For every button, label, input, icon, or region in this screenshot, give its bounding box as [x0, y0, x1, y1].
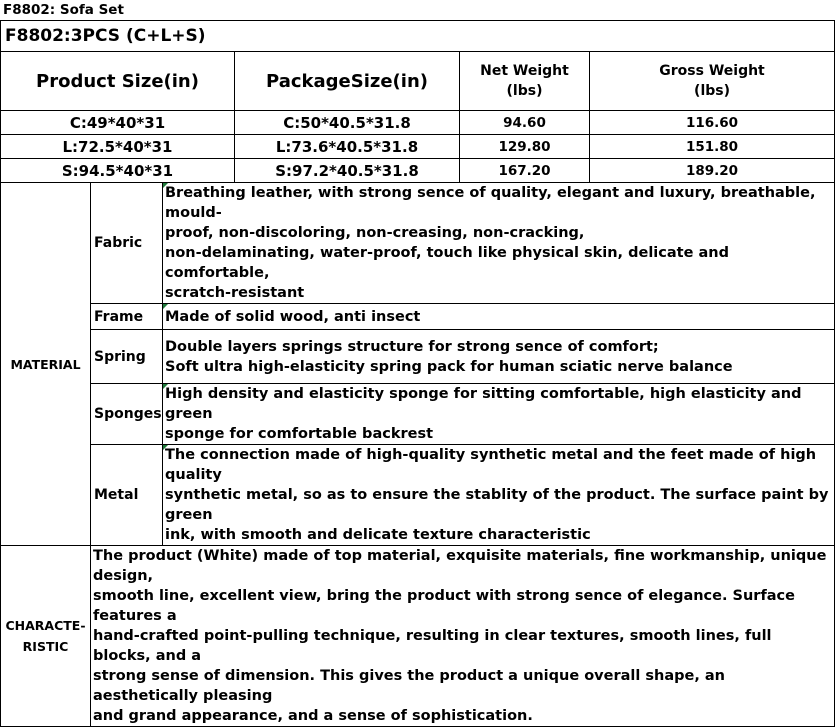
- desc-line: smooth line, excellent view, bring the product with strong sence of elegance. Surface features a: [93, 588, 795, 624]
- material-metal-desc: [163, 445, 835, 546]
- characteristic-label-line: RISTIC: [22, 639, 69, 654]
- material-frame-desc: [163, 304, 835, 330]
- material-metal-label: Metal: [91, 445, 163, 546]
- table-row: [1, 159, 835, 183]
- characteristic-desc: [91, 546, 835, 727]
- header-package-size: PackageSize(in): [235, 52, 460, 111]
- header-net-weight: [460, 52, 590, 111]
- gross-weight-cell: 151.80: [590, 135, 835, 159]
- desc-line: proof, non-discoloring, non-creasing, non-cracking,: [165, 225, 585, 241]
- desc-line: Breathing leather, with strong sence of quality, elegant and luxury, breathable, mould-: [165, 185, 816, 221]
- desc-line: Soft ultra high-elasticity spring pack for human sciatic nerve balance: [165, 358, 733, 375]
- header-net-weight-unit: (lbs): [506, 83, 543, 99]
- table-row: [1, 135, 835, 159]
- product-size-cell: L:72.5*40*31: [1, 135, 235, 159]
- desc-line: hand-crafted point-pulling technique, resulting in clear textures, smooth lines, full blocks, and a: [93, 628, 772, 664]
- material-fabric-label: Fabric: [91, 183, 163, 304]
- material-spring-label: Spring: [91, 330, 163, 384]
- material-sponges-label: Sponges: [91, 384, 163, 445]
- product-size-cell: C:49*40*31: [1, 111, 235, 135]
- cell-comment-marker: [163, 384, 168, 389]
- table-row: [1, 111, 835, 135]
- header-gross-weight-line: Gross Weight: [659, 63, 765, 79]
- material-fabric-desc: [163, 183, 835, 304]
- desc-line: and grand appearance, and a sense of sophistication.: [93, 708, 533, 724]
- desc-line: scratch-resistant: [165, 285, 305, 301]
- desc-line: The product (White) made of top material, exquisite materials, fine workmanship, unique design,: [93, 548, 827, 584]
- material-label: MATERIAL: [1, 183, 91, 546]
- material-frame-label: Frame: [91, 304, 163, 330]
- net-weight-cell: 94.60: [460, 111, 590, 135]
- characteristic-label-line: CHARACTE-: [5, 618, 86, 633]
- table-title: F8802:3PCS (C+L+S): [1, 21, 835, 52]
- package-size-cell: S:97.2*40.5*31.8: [235, 159, 460, 183]
- desc-line: The connection made of high-quality synthetic metal and the feet made of high quality: [165, 447, 817, 483]
- desc-line: non-delaminating, water-proof, touch like physical skin, delicate and comfortable,: [165, 245, 729, 281]
- desc-line: Made of solid wood, anti insect: [165, 308, 421, 325]
- spec-table: [0, 20, 835, 727]
- product-size-cell: S:94.5*40*31: [1, 159, 235, 183]
- material-spring-desc: [163, 330, 835, 384]
- material-sponges-desc: [163, 384, 835, 445]
- net-weight-cell: 129.80: [460, 135, 590, 159]
- net-weight-cell: 167.20: [460, 159, 590, 183]
- header-net-weight-line: Net Weight: [480, 63, 569, 79]
- gross-weight-cell: 116.60: [590, 111, 835, 135]
- header-gross-weight: [590, 52, 835, 111]
- cell-comment-marker: [163, 183, 168, 188]
- package-size-cell: L:73.6*40.5*31.8: [235, 135, 460, 159]
- desc-line: High density and elasticity sponge for sitting comfortable, high elasticity and green: [165, 386, 802, 422]
- characteristic-label: [1, 546, 91, 727]
- page-title: F8802: Sofa Set: [3, 2, 124, 18]
- cell-comment-marker: [163, 304, 168, 309]
- header-product-size: Product Size(in): [1, 52, 235, 111]
- desc-line: ink, with smooth and delicate texture characteristic: [165, 527, 591, 543]
- gross-weight-cell: 189.20: [590, 159, 835, 183]
- desc-line: strong sense of dimension. This gives the product a unique overall shape, an aesthetically pleasing: [93, 668, 726, 704]
- desc-line: Double layers springs structure for strong sence of comfort;: [165, 338, 659, 355]
- header-gross-weight-unit: (lbs): [694, 83, 730, 99]
- desc-line: sponge for comfortable backrest: [165, 426, 434, 442]
- package-size-cell: C:50*40.5*31.8: [235, 111, 460, 135]
- desc-line: synthetic metal, so as to ensure the stablity of the product. The surface paint by green: [165, 487, 829, 523]
- cell-comment-marker: [163, 445, 168, 450]
